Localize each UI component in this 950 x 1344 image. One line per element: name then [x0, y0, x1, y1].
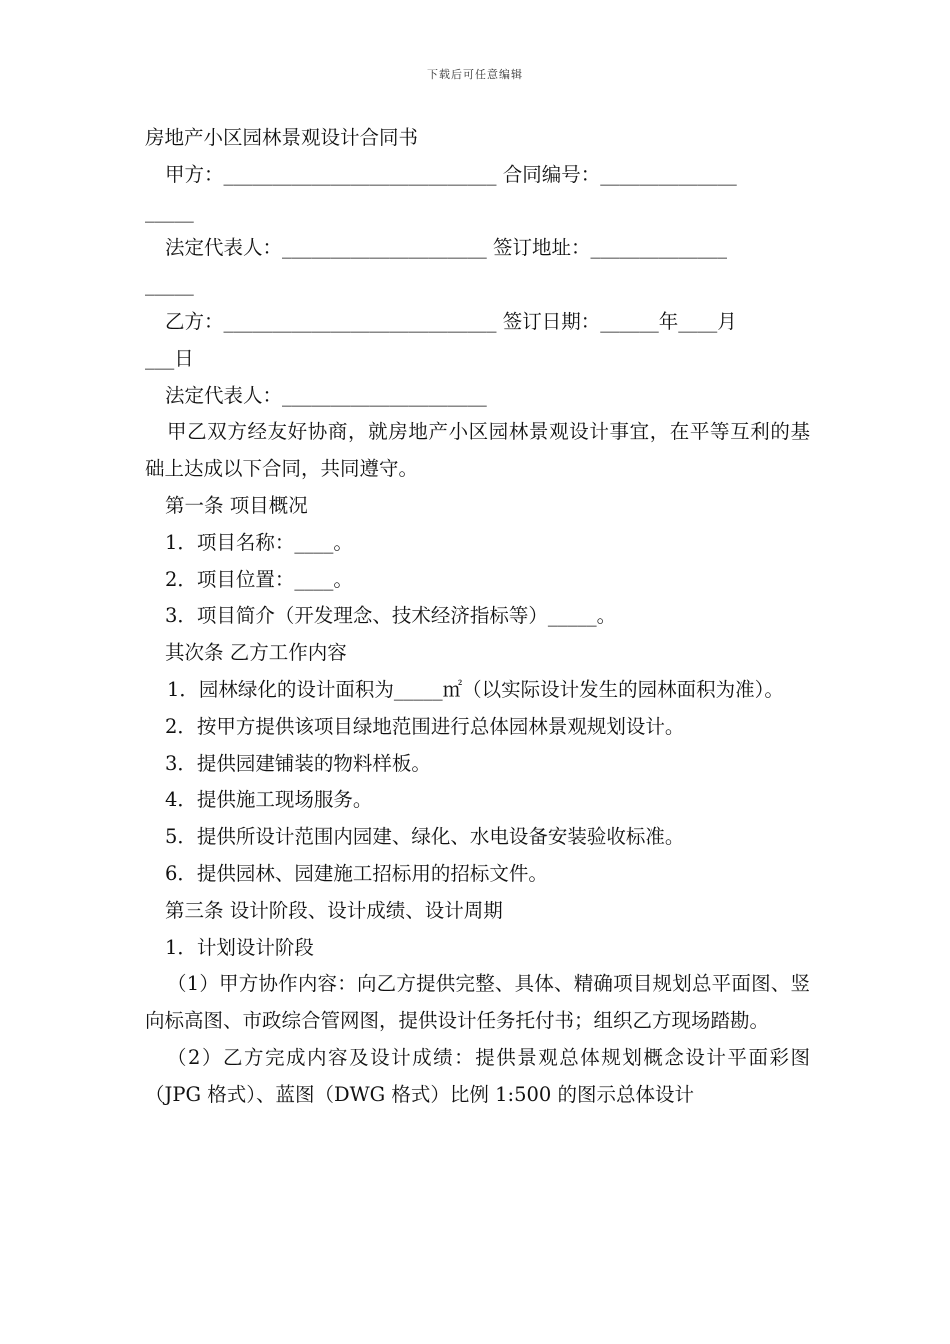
article-2-item: 4．提供施工现场服务。 — [165, 788, 373, 812]
rep-b-line: 法定代表人：_____________________ — [165, 383, 487, 407]
article-2-item: 1．园林绿化的设计面积为_____㎡（以实际设计发生的园林面积为准）。 — [167, 677, 784, 701]
article-1-item: 2．项目位置：____。 — [165, 567, 353, 591]
party-a-line: 甲方：____________________________ 合同编号：______________ — [165, 162, 737, 186]
document-body — [145, 120, 810, 1114]
document-title: 房地产小区园林景观设计合同书 — [145, 126, 419, 149]
rep-a-line: 法定代表人：_____________________ 签订地址：______________ — [165, 236, 727, 260]
article-2-item: 5．提供所设计范围内园建、绿化、水电设备安装验收标准。 — [165, 825, 685, 849]
article-2-title: 其次条 乙方工作内容 — [165, 641, 347, 665]
article-1-item: 3．项目简介（开发理念、技术经济指标等）_____。 — [165, 604, 617, 628]
article-2-item: 3．提供园建铺装的物料样板。 — [165, 751, 431, 775]
rep-a-line-continued: _____ — [145, 273, 194, 297]
article-1-title: 第一条 项目概况 — [165, 493, 308, 517]
article-3-title: 第三条 设计阶段、设计成绩、设计周期 — [165, 898, 503, 922]
party-b-line: 乙方：____________________________ 签订日期：______年____月 — [165, 309, 737, 333]
article-2-item: 2．按甲方提供该项目绿地范围进行总体园林景观规划设计。 — [165, 714, 685, 738]
article-3-item: 1．计划设计阶段 — [165, 935, 314, 959]
article-3-subitem: （1）甲方协作内容：向乙方提供完整、具体、精确项目规划总平面图、竖向标高图、市政综合管网图，提供设计任务托付书；组织乙方现场踏勘。 — [145, 972, 810, 1033]
header-note: 下载后可任意编辑 — [427, 68, 523, 81]
article-1-item: 1．项目名称：____。 — [165, 530, 353, 554]
party-b-line-continued: ___日 — [145, 346, 194, 370]
intro-paragraph: 甲乙双方经友好协商，就房地产小区园林景观设计事宜，在平等互利的基础上达成以下合同，共同遵守。 — [145, 420, 810, 481]
article-2-item: 6．提供园林、园建施工招标用的招标文件。 — [165, 861, 548, 885]
party-a-line-continued: _____ — [145, 199, 194, 223]
article-3-subitem: （2）乙方完成内容及设计成绩：提供景观总体规划概念设计平面彩图（JPG 格式）、蓝图（DWG 格式）比例 1:500 的图示总体设计 — [145, 1045, 810, 1106]
